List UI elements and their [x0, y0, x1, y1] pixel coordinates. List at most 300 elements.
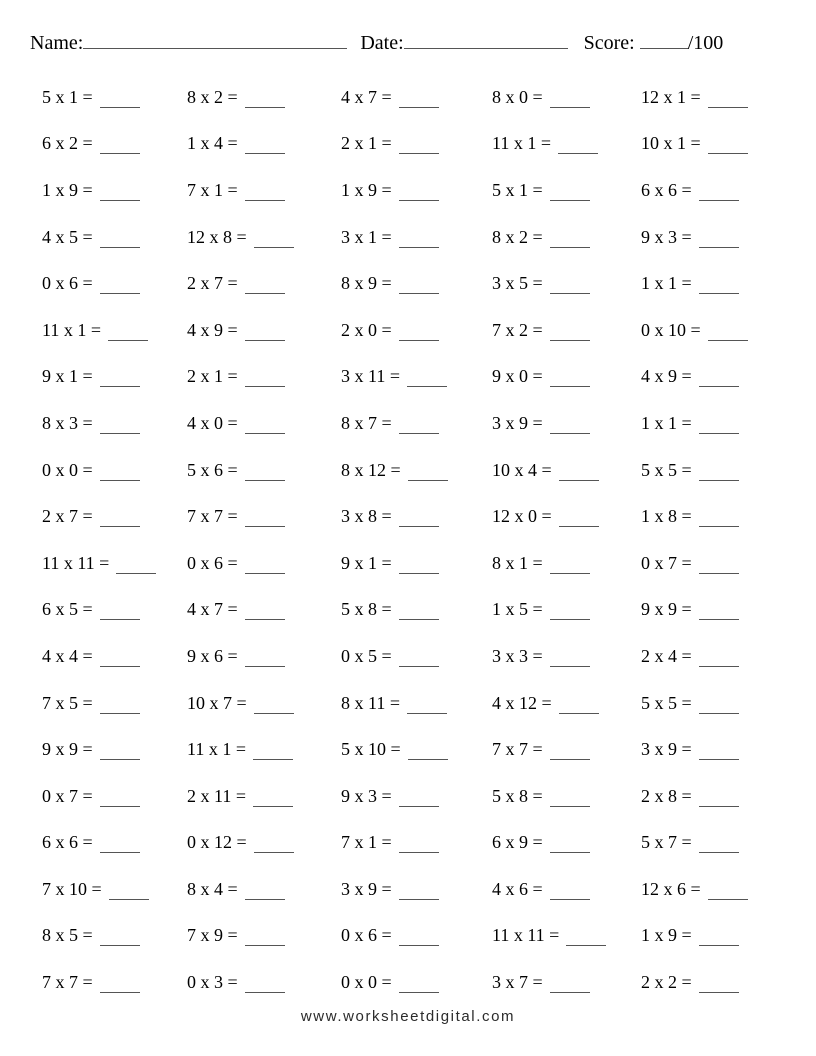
answer-blank: [407, 372, 447, 387]
answer-blank: [100, 372, 140, 387]
problem-cell: [641, 366, 788, 387]
problem-cell: [492, 413, 641, 434]
problem-expression: 0 x 12 =: [187, 832, 247, 853]
problem-cell: [341, 646, 492, 667]
problem-expression: 7 x 10 =: [42, 878, 102, 899]
problem-expression: 7 x 5 =: [42, 692, 93, 713]
problem-cell: [492, 599, 641, 620]
problem-expression: 0 x 5 =: [341, 645, 392, 666]
answer-blank: [699, 186, 739, 201]
problem-expression: 2 x 1 =: [187, 366, 238, 387]
answer-blank: [699, 512, 739, 527]
answer-blank: [408, 745, 448, 760]
problem-cell: [341, 693, 492, 714]
problem-expression: 5 x 1 =: [42, 86, 93, 107]
problem-expression: 7 x 2 =: [492, 319, 543, 340]
problem-cell: [341, 320, 492, 341]
answer-blank: [100, 745, 140, 760]
answer-blank: [245, 885, 285, 900]
problem-expression: 0 x 0 =: [42, 459, 93, 480]
problem-cell: [492, 553, 641, 574]
problem-expression: 12 x 6 =: [641, 878, 701, 899]
problem-cell: [492, 180, 641, 201]
answer-blank: [699, 605, 739, 620]
problem-cell: [187, 506, 341, 527]
problem-cell: [187, 227, 341, 248]
problem-expression: 5 x 1 =: [492, 179, 543, 200]
problem-expression: 11 x 11 =: [492, 925, 560, 946]
answer-blank: [245, 139, 285, 154]
problem-expression: 4 x 5 =: [42, 226, 93, 247]
answer-blank: [550, 279, 590, 294]
problem-expression: 0 x 3 =: [187, 972, 238, 993]
problem-cell: [341, 832, 492, 853]
problem-cell: [187, 553, 341, 574]
problem-cell: [187, 87, 341, 108]
answer-blank: [254, 699, 294, 714]
problem-cell: [42, 506, 187, 527]
problem-cell: [641, 413, 788, 434]
problem-cell: [42, 786, 187, 807]
problem-expression: 2 x 4 =: [641, 645, 692, 666]
answer-blank: [100, 419, 140, 434]
answer-blank: [399, 559, 439, 574]
problem-cell: [42, 366, 187, 387]
answer-blank: [550, 419, 590, 434]
problem-expression: 8 x 11 =: [341, 692, 400, 713]
problem-cell: [641, 180, 788, 201]
problem-cell: [492, 227, 641, 248]
answer-blank: [699, 233, 739, 248]
answer-blank: [253, 745, 293, 760]
answer-blank: [399, 279, 439, 294]
problem-cell: [492, 786, 641, 807]
answer-blank: [245, 512, 285, 527]
answer-blank: [550, 372, 590, 387]
problem-expression: 12 x 1 =: [641, 86, 701, 107]
problem-expression: 7 x 7 =: [187, 506, 238, 527]
problem-cell: [42, 553, 187, 574]
problem-cell: [341, 739, 492, 760]
answer-blank: [399, 978, 439, 993]
problem-expression: 0 x 6 =: [341, 925, 392, 946]
problem-expression: 4 x 0 =: [187, 412, 238, 433]
problem-cell: [42, 879, 187, 900]
problem-cell: [641, 320, 788, 341]
problem-cell: [42, 925, 187, 946]
answer-blank: [399, 139, 439, 154]
problem-expression: 4 x 6 =: [492, 878, 543, 899]
answer-blank: [253, 792, 293, 807]
answer-blank: [100, 931, 140, 946]
answer-blank: [566, 931, 606, 946]
problem-cell: [492, 460, 641, 481]
answer-blank: [699, 699, 739, 714]
answer-blank: [100, 512, 140, 527]
problem-cell: [341, 227, 492, 248]
problem-expression: 8 x 0 =: [492, 86, 543, 107]
problem-expression: 3 x 9 =: [641, 739, 692, 760]
problem-expression: 3 x 8 =: [341, 506, 392, 527]
problem-expression: 3 x 3 =: [492, 645, 543, 666]
problem-cell: [187, 925, 341, 946]
problem-expression: 9 x 1 =: [341, 552, 392, 573]
problem-expression: 6 x 6 =: [641, 179, 692, 200]
problem-cell: [341, 925, 492, 946]
problem-expression: 6 x 2 =: [42, 133, 93, 154]
name-label: Name:: [30, 32, 84, 54]
answer-blank: [100, 279, 140, 294]
problem-expression: 9 x 6 =: [187, 645, 238, 666]
answer-blank: [245, 605, 285, 620]
answer-blank: [559, 699, 599, 714]
answer-blank: [109, 885, 149, 900]
problem-cell: [341, 366, 492, 387]
answer-blank: [550, 838, 590, 853]
answer-blank: [100, 233, 140, 248]
answer-blank: [699, 559, 739, 574]
problem-expression: 10 x 7 =: [187, 692, 247, 713]
problem-expression: 0 x 7 =: [42, 785, 93, 806]
problem-expression: 0 x 7 =: [641, 552, 692, 573]
problem-expression: 4 x 12 =: [492, 692, 552, 713]
answer-blank: [100, 139, 140, 154]
problem-expression: 7 x 9 =: [187, 925, 238, 946]
problem-expression: 5 x 8 =: [492, 785, 543, 806]
answer-blank: [245, 279, 285, 294]
problems-grid: [42, 74, 788, 1006]
problem-expression: 2 x 7 =: [187, 273, 238, 294]
problem-expression: 7 x 7 =: [42, 972, 93, 993]
problem-cell: [492, 693, 641, 714]
problem-expression: 8 x 9 =: [341, 273, 392, 294]
answer-blank: [245, 93, 285, 108]
date-label: Date:: [360, 32, 404, 54]
problem-cell: [341, 553, 492, 574]
problem-expression: 7 x 1 =: [341, 832, 392, 853]
problem-cell: [341, 133, 492, 154]
problem-expression: 11 x 1 =: [42, 319, 101, 340]
problem-expression: 9 x 3 =: [341, 785, 392, 806]
problem-expression: 8 x 2 =: [187, 86, 238, 107]
problem-cell: [42, 413, 187, 434]
answer-blank: [550, 885, 590, 900]
problem-expression: 3 x 9 =: [492, 412, 543, 433]
problem-expression: 3 x 1 =: [341, 226, 392, 247]
answer-blank: [399, 233, 439, 248]
answer-blank: [245, 931, 285, 946]
answer-blank: [708, 326, 748, 341]
answer-blank: [100, 652, 140, 667]
answer-blank: [699, 745, 739, 760]
name-blank-line: [83, 30, 347, 49]
problem-cell: [42, 320, 187, 341]
problem-cell: [187, 460, 341, 481]
problem-cell: [641, 273, 788, 294]
problem-cell: [341, 506, 492, 527]
answer-blank: [407, 699, 447, 714]
problem-cell: [641, 972, 788, 993]
problem-expression: 8 x 5 =: [42, 925, 93, 946]
problem-expression: 9 x 9 =: [42, 739, 93, 760]
answer-blank: [399, 652, 439, 667]
answer-blank: [399, 93, 439, 108]
answer-blank: [550, 233, 590, 248]
problem-expression: 1 x 9 =: [341, 179, 392, 200]
problem-expression: 12 x 0 =: [492, 506, 552, 527]
problem-cell: [492, 273, 641, 294]
answer-blank: [699, 372, 739, 387]
problem-cell: [187, 646, 341, 667]
answer-blank: [245, 978, 285, 993]
problem-expression: 1 x 1 =: [641, 412, 692, 433]
problem-cell: [641, 646, 788, 667]
problem-expression: 8 x 12 =: [341, 459, 401, 480]
answer-blank: [100, 838, 140, 853]
problem-cell: [641, 553, 788, 574]
answer-blank: [254, 233, 294, 248]
problem-expression: 2 x 8 =: [641, 785, 692, 806]
problem-expression: 1 x 5 =: [492, 599, 543, 620]
date-blank-line: [404, 30, 568, 49]
problem-cell: [492, 506, 641, 527]
problem-expression: 5 x 5 =: [641, 692, 692, 713]
problem-cell: [641, 227, 788, 248]
answer-blank: [550, 93, 590, 108]
answer-blank: [708, 93, 748, 108]
problem-cell: [42, 273, 187, 294]
problem-expression: 6 x 5 =: [42, 599, 93, 620]
problem-cell: [641, 925, 788, 946]
problem-expression: 2 x 7 =: [42, 506, 93, 527]
problem-cell: [492, 320, 641, 341]
problem-cell: [641, 460, 788, 481]
problem-cell: [187, 413, 341, 434]
problem-cell: [42, 599, 187, 620]
problem-expression: 0 x 10 =: [641, 319, 701, 340]
problem-expression: 11 x 1 =: [187, 739, 246, 760]
answer-blank: [550, 605, 590, 620]
problem-expression: 8 x 1 =: [492, 552, 543, 573]
problem-expression: 9 x 1 =: [42, 366, 93, 387]
answer-blank: [550, 745, 590, 760]
problem-cell: [42, 693, 187, 714]
problem-cell: [42, 646, 187, 667]
problem-cell: [42, 972, 187, 993]
answer-blank: [550, 792, 590, 807]
problem-expression: 5 x 7 =: [641, 832, 692, 853]
answer-blank: [550, 559, 590, 574]
answer-blank: [245, 419, 285, 434]
problem-cell: [492, 879, 641, 900]
problem-expression: 7 x 7 =: [492, 739, 543, 760]
answer-blank: [699, 419, 739, 434]
answer-blank: [699, 931, 739, 946]
answer-blank: [245, 652, 285, 667]
answer-blank: [254, 838, 294, 853]
answer-blank: [100, 186, 140, 201]
problem-expression: 8 x 2 =: [492, 226, 543, 247]
problem-cell: [492, 925, 641, 946]
problem-expression: 1 x 1 =: [641, 273, 692, 294]
problem-expression: 0 x 6 =: [42, 273, 93, 294]
problem-expression: 10 x 1 =: [641, 133, 701, 154]
problem-expression: 5 x 8 =: [341, 599, 392, 620]
problem-cell: [187, 972, 341, 993]
answer-blank: [100, 605, 140, 620]
problem-expression: 4 x 7 =: [341, 86, 392, 107]
problem-cell: [641, 133, 788, 154]
answer-blank: [399, 605, 439, 620]
answer-blank: [399, 792, 439, 807]
answer-blank: [100, 699, 140, 714]
answer-blank: [550, 652, 590, 667]
problem-cell: [42, 460, 187, 481]
problem-expression: 2 x 2 =: [641, 972, 692, 993]
problem-cell: [187, 133, 341, 154]
problem-expression: 12 x 8 =: [187, 226, 247, 247]
answer-blank: [550, 326, 590, 341]
problem-cell: [187, 786, 341, 807]
answer-blank: [559, 512, 599, 527]
answer-blank: [245, 559, 285, 574]
answer-blank: [699, 466, 739, 481]
problem-expression: 2 x 1 =: [341, 133, 392, 154]
problem-expression: 4 x 9 =: [187, 319, 238, 340]
problem-cell: [492, 832, 641, 853]
problem-expression: 0 x 0 =: [341, 972, 392, 993]
problem-expression: 6 x 6 =: [42, 832, 93, 853]
problem-expression: 6 x 9 =: [492, 832, 543, 853]
problem-cell: [42, 227, 187, 248]
problem-cell: [492, 87, 641, 108]
problem-expression: 11 x 11 =: [42, 552, 110, 573]
problem-expression: 2 x 11 =: [187, 785, 246, 806]
answer-blank: [559, 466, 599, 481]
problem-expression: 3 x 9 =: [341, 878, 392, 899]
score-denominator: /100: [687, 32, 724, 54]
problem-cell: [492, 646, 641, 667]
problem-expression: 11 x 1 =: [492, 133, 551, 154]
problem-expression: 9 x 0 =: [492, 366, 543, 387]
problem-expression: 10 x 4 =: [492, 459, 552, 480]
problem-cell: [187, 832, 341, 853]
answer-blank: [708, 139, 748, 154]
problem-cell: [641, 832, 788, 853]
answer-blank: [550, 978, 590, 993]
problem-cell: [641, 739, 788, 760]
problem-cell: [187, 366, 341, 387]
problem-cell: [341, 180, 492, 201]
problem-cell: [42, 180, 187, 201]
footer-url: www.worksheetdigital.com: [300, 1008, 516, 1025]
problem-expression: 1 x 9 =: [42, 179, 93, 200]
answer-blank: [100, 93, 140, 108]
problem-cell: [341, 786, 492, 807]
problem-expression: 3 x 7 =: [492, 972, 543, 993]
problem-cell: [341, 87, 492, 108]
problem-cell: [641, 693, 788, 714]
problem-expression: 9 x 3 =: [641, 226, 692, 247]
problem-expression: 8 x 7 =: [341, 412, 392, 433]
answer-blank: [708, 885, 748, 900]
problem-expression: 1 x 4 =: [187, 133, 238, 154]
answer-blank: [399, 419, 439, 434]
problem-cell: [187, 693, 341, 714]
answer-blank: [699, 652, 739, 667]
problem-expression: 5 x 5 =: [641, 459, 692, 480]
problem-cell: [42, 87, 187, 108]
answer-blank: [116, 559, 156, 574]
answer-blank: [245, 466, 285, 481]
score-label: Score:: [583, 32, 635, 54]
problem-expression: 5 x 6 =: [187, 459, 238, 480]
answer-blank: [699, 978, 739, 993]
problem-cell: [187, 599, 341, 620]
worksheet-header: [30, 30, 744, 55]
problem-expression: 1 x 9 =: [641, 925, 692, 946]
problem-cell: [42, 739, 187, 760]
problem-cell: [187, 273, 341, 294]
problem-expression: 2 x 0 =: [341, 319, 392, 340]
problem-cell: [492, 133, 641, 154]
problem-cell: [341, 599, 492, 620]
problem-cell: [641, 599, 788, 620]
problem-expression: 9 x 9 =: [641, 599, 692, 620]
problem-cell: [341, 460, 492, 481]
answer-blank: [245, 372, 285, 387]
problem-cell: [187, 739, 341, 760]
answer-blank: [245, 186, 285, 201]
answer-blank: [399, 512, 439, 527]
answer-blank: [699, 279, 739, 294]
answer-blank: [699, 792, 739, 807]
problem-expression: 0 x 6 =: [187, 552, 238, 573]
problem-cell: [641, 879, 788, 900]
answer-blank: [100, 466, 140, 481]
answer-blank: [245, 326, 285, 341]
answer-blank: [408, 466, 448, 481]
problem-cell: [341, 413, 492, 434]
problem-expression: 4 x 7 =: [187, 599, 238, 620]
problem-cell: [42, 133, 187, 154]
problem-cell: [492, 366, 641, 387]
problem-cell: [187, 180, 341, 201]
problem-expression: 3 x 11 =: [341, 366, 400, 387]
problem-cell: [641, 87, 788, 108]
answer-blank: [558, 139, 598, 154]
problem-expression: 8 x 3 =: [42, 412, 93, 433]
problem-expression: 1 x 8 =: [641, 506, 692, 527]
answer-blank: [108, 326, 148, 341]
score-blank-line: [640, 30, 688, 49]
problem-cell: [341, 972, 492, 993]
answer-blank: [399, 326, 439, 341]
problem-cell: [341, 273, 492, 294]
problem-cell: [492, 739, 641, 760]
problem-expression: 5 x 10 =: [341, 739, 401, 760]
answer-blank: [100, 978, 140, 993]
answer-blank: [399, 186, 439, 201]
problem-cell: [641, 506, 788, 527]
problem-expression: 4 x 4 =: [42, 645, 93, 666]
problem-cell: [42, 832, 187, 853]
answer-blank: [399, 838, 439, 853]
problem-expression: 8 x 4 =: [187, 878, 238, 899]
answer-blank: [399, 931, 439, 946]
problem-cell: [187, 320, 341, 341]
answer-blank: [100, 792, 140, 807]
